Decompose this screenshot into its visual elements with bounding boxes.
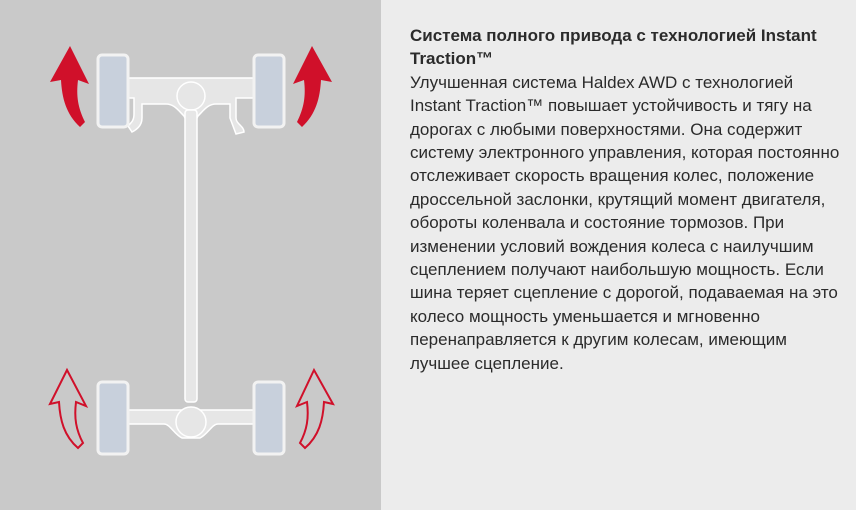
awd-drivetrain-diagram [0,0,381,510]
section-title: Система полного привода с технологией Instant Traction™ [410,26,817,69]
front-right-torque-arrow [293,46,332,127]
rear-right-wheel [254,382,284,454]
awd-diagram-panel [0,0,381,510]
section-body: Улучшенная система Haldex AWD с технологией Instant Traction™ повышает устойчивость и тягу на дорогах с любыми поверхностями. Она содержит систему электронного управления, которая постоянно отслеживает скорость вращения колес, положение дроссельной заслонки, крутящий момент двигателя, обороты коленвала и состояние тормозов. При изменении условий вождения колеса с наилучшим сцеплением получают наибольшую мощность. Если шина теряет сцепление с дорогой, подаваемая на это колесо мощность уменьшается и мгновенно перенаправляется к другим колесам, имеющим лучшее сцепление. [410,72,840,373]
rear-right-torque-arrow [297,370,333,448]
rear-left-torque-arrow [50,370,86,448]
front-left-wheel [98,55,128,127]
front-right-wheel [254,55,284,127]
description-content [410,24,840,375]
description-panel [381,0,856,510]
rear-axle [128,407,256,438]
drive-shaft [185,110,197,402]
rear-left-wheel [98,382,128,454]
front-left-torque-arrow [50,46,89,127]
